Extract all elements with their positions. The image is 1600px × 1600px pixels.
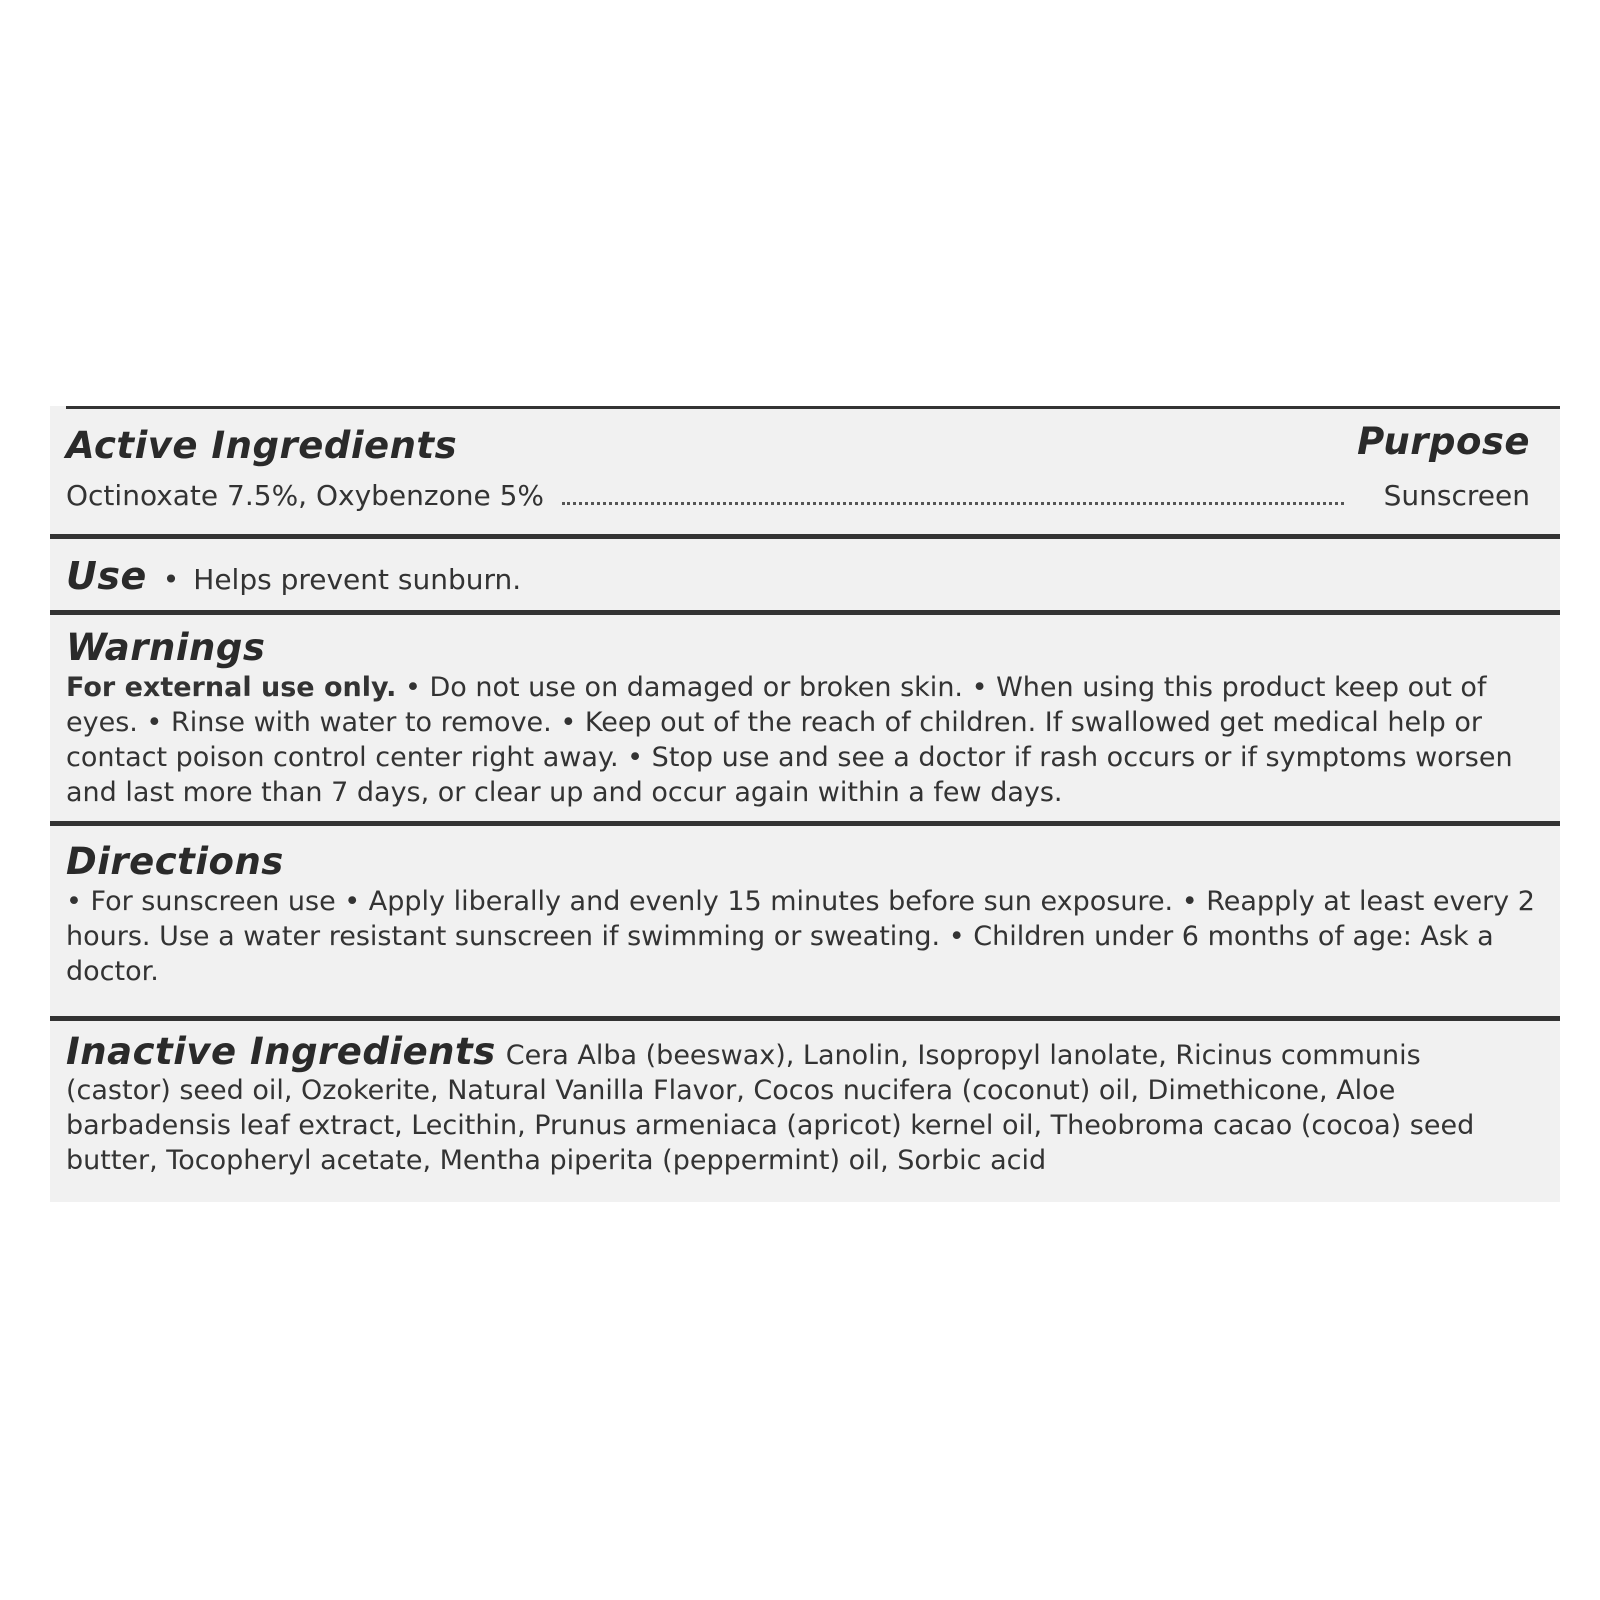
active-ingredients-list: Octinoxate 7.5%, Oxybenzone 5% (66, 479, 545, 512)
use-text: Helps prevent sunburn. (193, 563, 522, 596)
warnings-lead: For external use only. (66, 672, 397, 703)
top-rule (66, 406, 1560, 409)
inactive-ingredients-section (66, 1030, 1520, 1178)
active-ingredients-heading: Active Ingredients (66, 424, 458, 467)
warnings-heading: Warnings (66, 626, 266, 669)
section-divider (50, 1016, 1560, 1021)
directions-text: • For sunscreen use • Apply liberally and evenly 15 minutes before sun exposure. • Reapply at least every 2 hours. Use a water resistant sunscreen if swimming or sweating. • Children under 6 months of age: Ask a doctor. (66, 886, 1535, 987)
warnings-text (66, 670, 1546, 810)
section-divider (50, 821, 1560, 826)
use-heading: Use (66, 554, 147, 598)
purpose-value: Sunscreen (1383, 479, 1530, 512)
inactive-ingredients-text: Cera Alba (beeswax), Lanolin, Isopropyl lanolate, Ricinus communis (castor) seed oil, Ozokerite, Natural Vanilla Flavor, Cocos nucifera (coconut) oil, Dimethicone, Aloe barbadensis leaf extract, Lecithin, Prunus armeniaca (apricot) kernel oil, Theobroma cacao (cocoa) seed butter, Tocopheryl acetate, Mentha piperita (peppermint) oil, Sorbic acid (66, 1040, 1475, 1176)
use-section (66, 554, 521, 598)
section-divider (50, 610, 1560, 615)
dotted-leader (562, 502, 1344, 505)
drug-facts-panel (50, 406, 1560, 1202)
directions-heading: Directions (66, 840, 284, 883)
purpose-heading: Purpose (1357, 420, 1530, 463)
section-divider (50, 534, 1560, 539)
use-bullet: • (162, 563, 180, 596)
inactive-ingredients-heading: Inactive Ingredients (66, 1030, 496, 1073)
active-ingredients-line (66, 479, 1530, 512)
warnings-body: • Do not use on damaged or broken skin. • When using this product keep out of eyes. • Rinse with water to remove. • Keep out of the reach of children. If swallowed get medical help or contact poison control center right away. • Stop use and see a doctor if rash occurs or if symptoms worsen and last more than 7 days, or clear up and occur again within a few days. (66, 672, 1513, 808)
